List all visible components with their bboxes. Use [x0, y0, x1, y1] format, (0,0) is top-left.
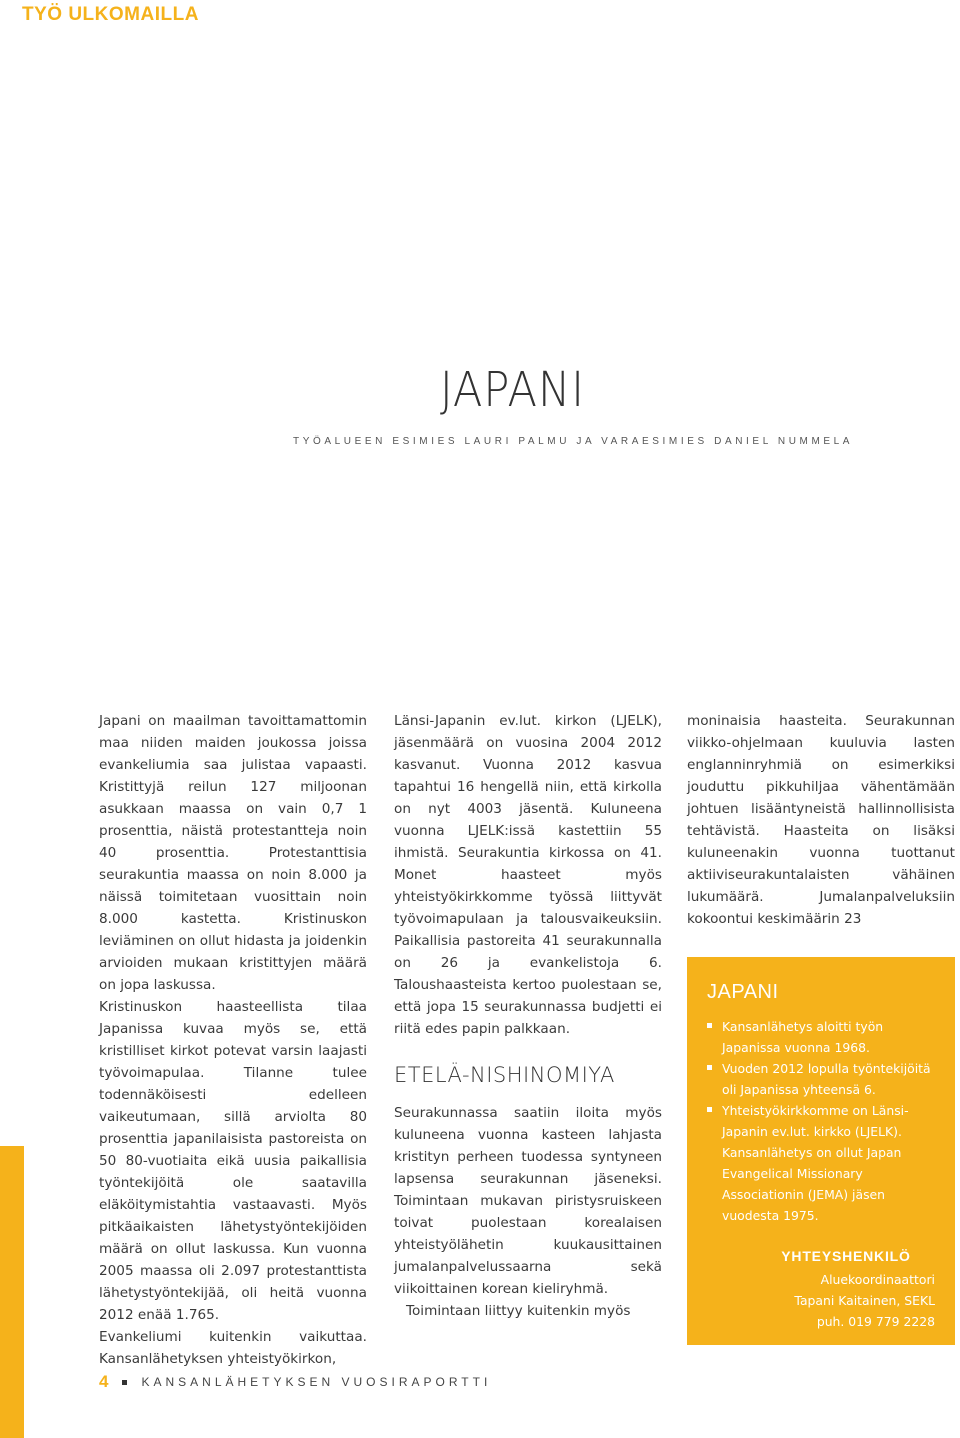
paragraph: Länsi-Japanin ev.lut. kirkon (LJELK), jäsenmäärä on vuosina 2004 2012 kasvanut. Vuonna 2012 kasvua tapahtui 16 hengellä niin, että kirkolla on nyt 4003 jäsentä. Kuluneena vuonna LJELK:issä kastettiin 55 ihmistä. Seurakuntia kirkossa on 41. Monet haasteet myös yhteistyökirkkomme työssä liittyvät työvoimapulaan ja talousvaikeuksiin. Paikallisia pastoreita 41 seurakunnalla on 26 ja evankelistoja 6. Taloushaasteista kertoo puolestaan se, että jopa 15 seurakunnassa budjetti ei riitä edes papin palkkaan. [394, 713, 662, 1037]
contact-name: Tapani Kaitainen, SEKL [794, 1293, 935, 1308]
contact-role: Aluekoordinaattori [820, 1272, 935, 1287]
column-2 [394, 710, 662, 1322]
paragraph: moninaisia haasteita. Seurakunnan viikko-ohjelmaan kuuluvia lasten englanninryhmiä on esimerkiksi jouduttu pikkuhiljaa vähentämään johtuen lisääntyneistä hallinnollisista tehtävistä. Haasteita on lisäksi kuluneenakin vuonna tuottanut aktiiviseurakuntalaisten vähäinen lukumäärä. Jumalanpalveluksiin kokoontui keskimäärin 23 [687, 713, 955, 927]
fact-box [687, 957, 955, 1345]
bullet-icon [707, 1023, 712, 1028]
side-accent-bar [0, 1146, 24, 1438]
paragraph: Kristinuskon haasteellista tilaa Japanissa kuvaa myös se, että kristilliset kirkot potevat varsin laajasti työvoimapulaa. Tilanne tulee todennäköisesti edelleen vaikeutumaan, sillä arviolta 80 prosenttia japanilaisista pastoreista on 50 80-vuotiaita eikä uusia paikallisia työntekijöitä ole saatavilla eläköitymistahtia vastaavasti. Myös pitkäaikaisten lähetystyöntekijöiden määrä on ollut laskussa. Kun vuonna 2005 maassa oli 2.097 protestanttista lähetystyöntekijää, oli heitä vuonna 2012 enää 1.765. [99, 999, 367, 1323]
fact-text: Vuoden 2012 lopulla työntekijöitä oli Japanissa yhteensä 6. [722, 1061, 931, 1097]
paragraph: Evankeliumi kuitenkin vaikuttaa. Kansanlähetyksen yhteistyökirkon, [99, 1329, 367, 1367]
contact-block [707, 1246, 935, 1332]
contact-phone: puh. 019 779 2228 [816, 1314, 935, 1329]
paragraph: Japani on maailman tavoittamattomin maa niiden maiden joukossa joissa evankeliumia saa julistaa vapaasti. Kristittyjä reilun 127 miljoonan asukkaan maassa on vain 0,7 1 prosenttia, näistä protestantteja noin 40 prosenttia. Protestanttisia seurakuntia maassa on noin 8.000 ja näissä toimitetaan vuosittain noin 8.000 kastetta. Kristinuskon leviäminen on ollut hidasta ja joidenkin arvioiden mukaan kristittyjen määrä on jopa laskussa. [99, 713, 367, 993]
paragraph: Toimintaan liittyy kuitenkin myös [406, 1303, 631, 1319]
article-title: JAPANI [440, 362, 585, 418]
section-label: TYÖ ULKOMAILLA [22, 4, 199, 25]
article-subtitle: TYÖALUEEN ESIMIES LAURI PALMU JA VARAESIMIES DANIEL NUMMELA [293, 436, 854, 447]
bullet-icon [707, 1107, 712, 1112]
paragraph: Seurakunnassa saatiin iloita myös kuluneena vuonna kasteen lahjasta kristityn perheen tuodessa syntyneen lapsensa seurakunnan jäseneksi. Toimintaan mukavan piristysruiskeen toivat puolestaan korealaisen yhteistyölähetin kuukausittainen jumalanpalvelussaarna sekä viikoittainen korean kieliryhmä. [394, 1105, 662, 1297]
separator-dot-icon [122, 1380, 127, 1385]
list-item [707, 1058, 935, 1100]
contact-title: YHTEYSHENKILÖ [781, 1248, 911, 1264]
section-heading: ETELÄ-NISHINOMIYA [394, 1063, 615, 1087]
fact-text: Yhteistyökirkkomme on Länsi-Japanin ev.lut. kirkko (LJELK). Kansanlähetys on ollut Japan Evangelical Missionary Associationin (JEMA) jäsen vuodesta 1975. [722, 1103, 909, 1223]
publication-name: KANSANLÄHETYKSEN VUOSIRAPORTTI [141, 1375, 492, 1389]
fact-list [707, 1016, 935, 1226]
bullet-icon [707, 1065, 712, 1070]
column-1 [99, 710, 367, 1370]
list-item [707, 1100, 935, 1226]
page-number: 4 [99, 1372, 109, 1391]
column-3 [687, 710, 955, 930]
list-item [707, 1016, 935, 1058]
page-footer [99, 1372, 491, 1392]
fact-box-title: JAPANI [707, 981, 779, 1003]
fact-text: Kansanlähetys aloitti työn Japanissa vuonna 1968. [722, 1019, 884, 1055]
